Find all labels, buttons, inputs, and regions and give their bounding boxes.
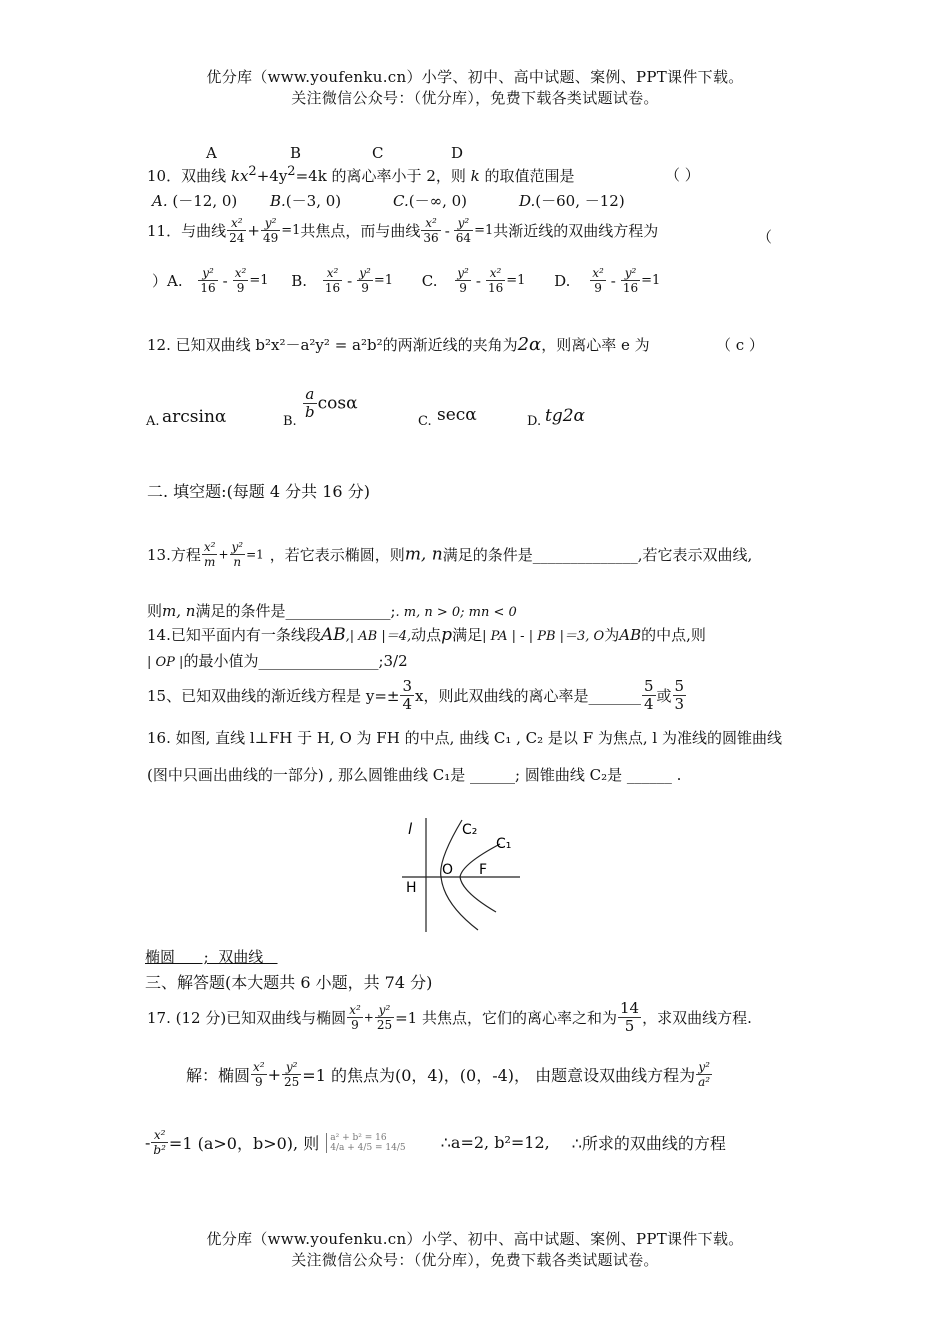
section-2-heading: 二. 填空题:(每题 4 分共 16 分) (147, 482, 370, 501)
question-12-option-d-label: D. (527, 414, 542, 429)
question-12-option-c-label: C. (418, 414, 432, 429)
question-12-option-d-value: tg2α (545, 406, 586, 426)
question-10-option-b: B.(－3, 0) (270, 192, 342, 210)
question-12-bracket: （ c ） (716, 336, 764, 354)
question-14-stem: 14.已知平面内有一条线段AB,| AB |＝4,动点p满足| PA | - | PB |＝3, O为AB的中点,则 (147, 625, 706, 645)
question-11-bracket-open: （ (757, 228, 773, 246)
question-12-stem: 12. 已知双曲线 b²x²－a²y² = a²b²的两渐近线的夹角为2α，则离心率 e 为 (147, 334, 650, 355)
question-10-bracket: （ ） (665, 166, 700, 184)
equation-system: a² + b² = 16 4/a + 4/5 = 14/5 (326, 1133, 405, 1153)
question-17-stem: 17. (12 分)已知双曲线与椭圆 $\frac{\text{x²}}{9}$ + $\frac{\text{y²}}{25}$ =1 共焦点，它们的离心率之和为 $\frac{14}{5}$ ，求双曲线方程. (147, 999, 752, 1035)
header-line-1: 优分库（www.youfenku.cn）小学、初中、高中试题、案例、PPT课件下载。 (206, 68, 744, 86)
question-12-option-a-label: A. (146, 414, 160, 429)
question-13-line-2: 则m, n满足的条件是______________;. m, n > 0; mn < 0 (147, 602, 517, 620)
question-12-option-c-value: secα (437, 405, 477, 425)
question-10-option-c: C.(－∞, 0) (393, 192, 467, 210)
question-16-line-1: 16. 如图, 直线 l⊥FH 于 H, O 为 FH 的中点, 曲线 C₁ , C₂ 是以 F 为焦点, l 为准线的圆锥曲线 (147, 729, 782, 747)
question-16-answer: 椭圆 ; 双曲线 (145, 948, 278, 966)
question-16-line-2: (图中只画出曲线的一部分) , 那么圆锥曲线 C₁是 ______; 圆锥曲线 C₂是 ______ . (147, 766, 682, 784)
question-11-options: ）A. $\frac{\text{y²}}{16}$ - $\frac{\text{x²}}{9}$ =1 B. $\frac{\text{x²}}{16}$ - $\frac{\text{y²}}{9}$ =1 C. $\frac{\text{y²}}{9}$ - $\frac{\text{x²}}{16}$ =1 D. $\frac{\text{x²}}{9}$ - $\frac{\text{y²}}{16}$ =1 (152, 266, 661, 295)
answer-col-b: B (290, 144, 302, 162)
answer-col-d: D (451, 144, 464, 162)
question-13-stem: 13.方程 $\frac{\text{x²}}{m}$ + $\frac{\text{y²}}{n}$ =1 ，若它表示椭圆，则m, n满足的条件是______________,若它表示双曲线, (147, 540, 753, 569)
question-10-option-d: D.(－60, －12) (519, 192, 625, 210)
curve-c1 (460, 844, 500, 912)
figure-label-o: O (442, 862, 454, 878)
question-14-line-2: | OP |的最小值为________________;3/2 (147, 652, 408, 670)
figure-label-l: l (408, 820, 413, 838)
question-12-option-b-label: B. (283, 414, 297, 429)
answer-col-c: C (372, 144, 384, 162)
section-3-heading: 三、解答题(本大题共 6 小题，共 74 分) (145, 973, 433, 992)
figure-label-c1: C₁ (496, 836, 512, 852)
figure-label-h: H (406, 880, 417, 896)
question-10-stem: 10．双曲线 $kx^2+4y^2=4k$ 的离心率小于 2，则 k 的取值范围是 (147, 164, 575, 185)
question-12-option-a-value: arcsinα (162, 407, 227, 427)
header-line-2: 关注微信公众号：（优分库），免费下载各类试题试卷。 (291, 89, 659, 107)
conic-figure (400, 812, 525, 937)
question-17-solution-line-2: - $\frac{\text{x²}}{\text{b²}}$ =1 (a>0，b>0), 则 a² + b² = 16 4/a + 4/5 = 14/5 ∴a=2, b²=12, ∴所求的双曲线的方程 (145, 1128, 726, 1157)
question-17-solution-line-1: 解：椭圆 $\frac{\text{x²}}{9}$ + $\frac{\text{y²}}{25}$ =1 的焦点为(0，4)，(0，-4)， 由题意设双曲线方程为 $\frac{\text{y²}}{\text{a²}}$ (186, 1060, 711, 1089)
question-12-option-b-value: $\frac{a}{b}$ cosα (305, 385, 358, 421)
answer-col-a: A (206, 144, 217, 162)
footer-line-2: 关注微信公众号：（优分库），免费下载各类试题试卷。 (291, 1251, 659, 1269)
footer-line-1: 优分库（www.youfenku.cn）小学、初中、高中试题、案例、PPT课件下载。 (206, 1230, 744, 1248)
question-15-stem: 15、已知双曲线的渐近线方程是 y=± $\frac{3}{4}$ x，则此双曲线的离心率是_______ $\frac{5}{4}$ 或 $\frac{5}{3}$ (147, 677, 685, 713)
question-11-stem: 11．与曲线 $\frac{\text{x²}}{24}$ + $\frac{\text{y²}}{49}$ =1共焦点，而与曲线 $\frac{\text{x²}}{36}$ - $\frac{\text{y²}}{64}$ =1共渐近线的双曲线方程为 (147, 216, 659, 245)
question-10-option-a: A. (－12, 0) (152, 192, 238, 210)
figure-label-c2: C₂ (462, 822, 478, 838)
figure-label-f: F (479, 862, 488, 878)
